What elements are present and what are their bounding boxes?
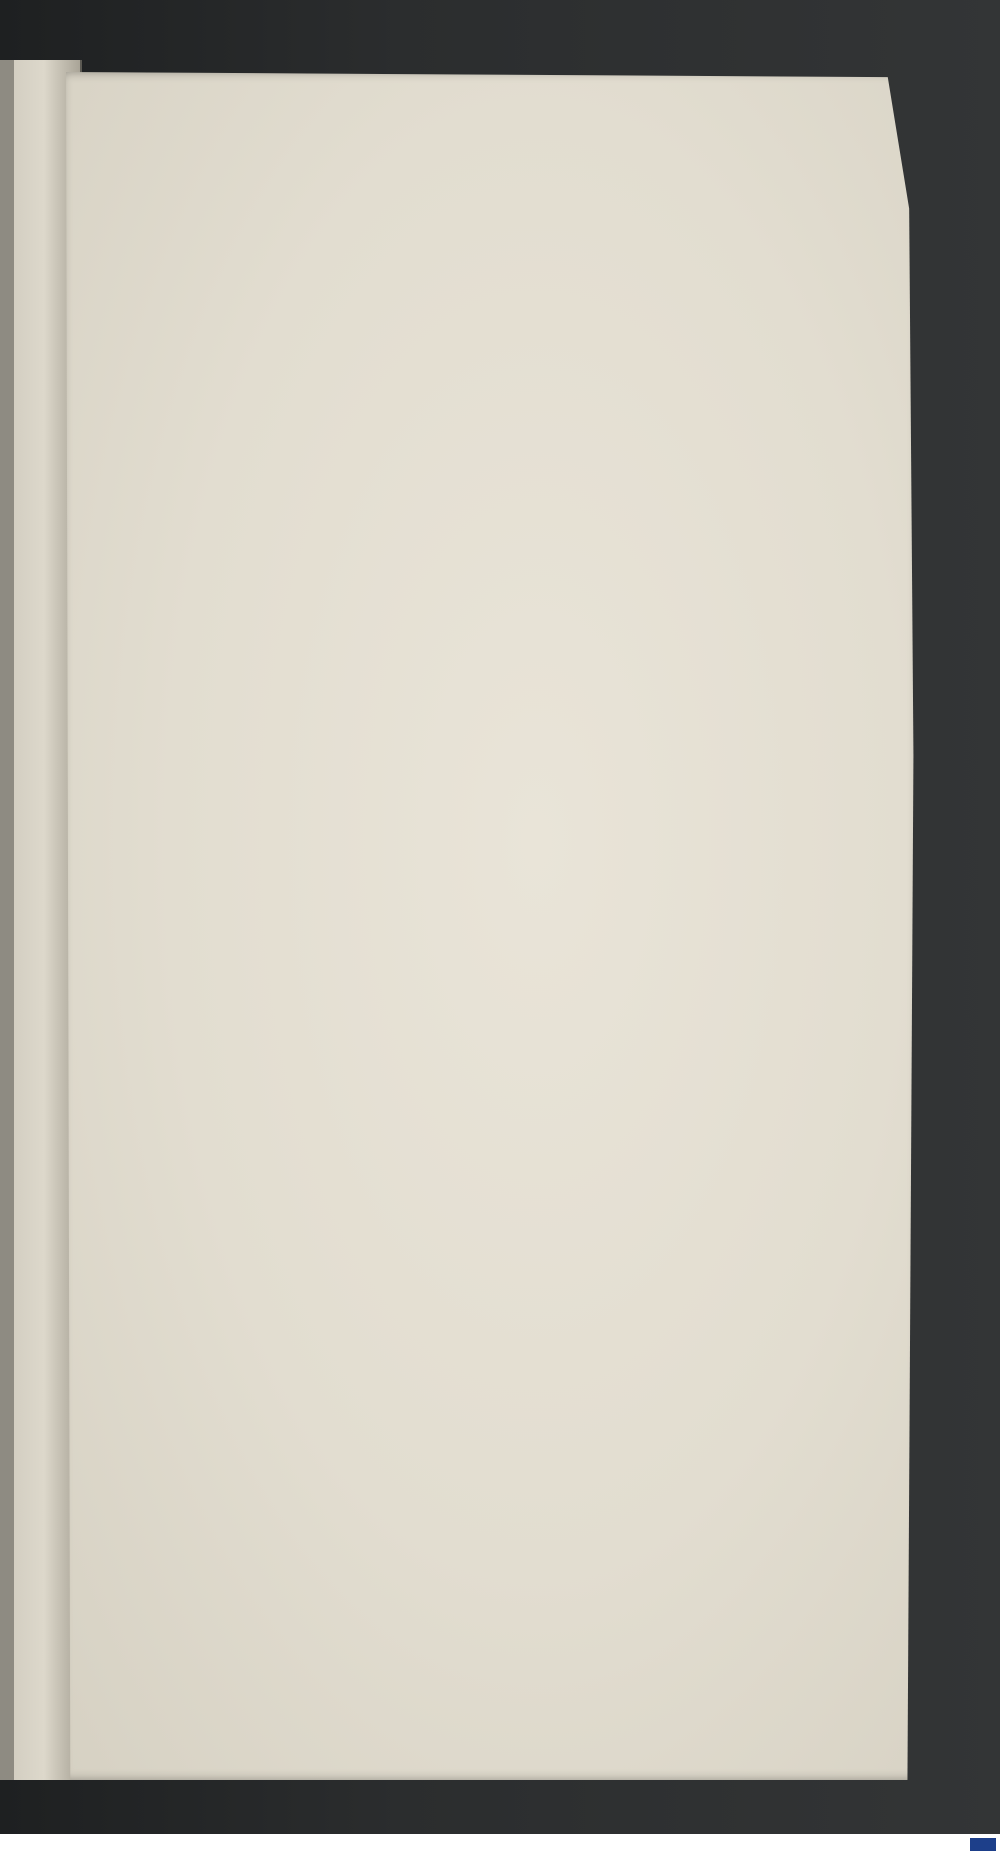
book-page <box>66 72 922 1780</box>
binding-edge <box>0 60 14 1780</box>
footer-bar <box>0 1834 1000 1856</box>
dfg-logo <box>970 1838 996 1851</box>
